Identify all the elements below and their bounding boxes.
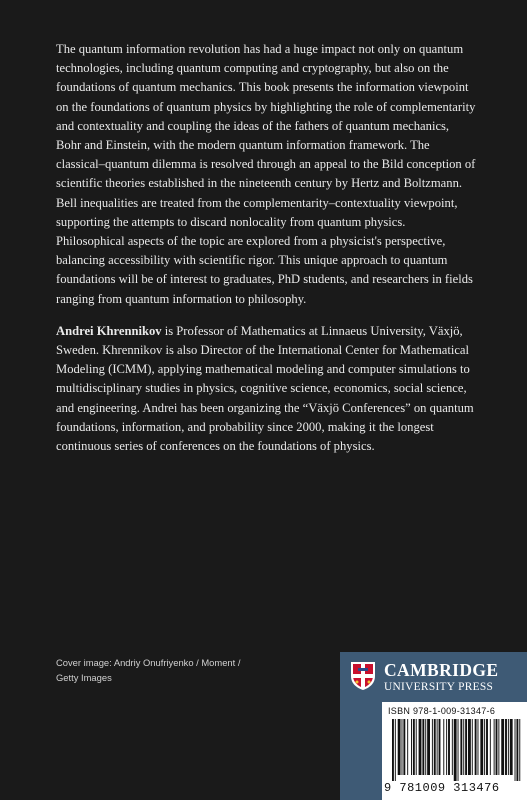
barcode-bar xyxy=(478,719,479,775)
barcode-bar xyxy=(419,719,422,775)
barcode-bar xyxy=(416,719,417,775)
barcode-bar xyxy=(480,719,483,775)
barcode-bar xyxy=(486,719,488,775)
back-cover-blurb xyxy=(56,40,476,456)
barcode-bar xyxy=(398,719,401,775)
barcode-bar xyxy=(490,719,491,775)
barcode-bar xyxy=(516,719,518,781)
barcode-bars xyxy=(390,719,522,781)
barcode-bar xyxy=(448,719,450,775)
barcode-bar xyxy=(505,719,507,775)
barcode-bar xyxy=(402,719,403,775)
barcode-bar xyxy=(434,719,436,775)
book-description: The quantum information revolution has had a huge impact not only on quantum technologies, including quantum computing and cryptography, but also on the foundations of quantum mechanics. This book presents the information viewpoint on the foundations of quantum physics by highlighting the role of complementarity and contextuality and coupling the ideas of the fathers of quantum mechanics, Bohr and Einstein, with the modern quantum information framework. The classical–quantum dilemma is resolved through an appeal to the Bild conception of scientific theories established in the nineteenth century by Hertz and Boltzmann. Bell inequalities are treated from the complementarity–contextuality viewpoint, supporting the attempts to discard nonlocality from quantum physics. Philosophical aspects of the topic are explored from a physicist's perspective, balancing accessibility with scientific rigor. This unique approach to quantum foundations will be of interest to graduates, PhD students, and researchers in fields ranging from quantum information to philosophy. xyxy=(56,42,476,306)
barcode-bar xyxy=(446,719,447,775)
barcode-bar xyxy=(395,719,396,781)
barcode-bar xyxy=(432,719,433,775)
barcode-bar xyxy=(458,719,459,781)
barcode-bar xyxy=(494,719,495,775)
barcode-bar xyxy=(501,719,504,775)
barcode-bar xyxy=(413,719,415,775)
barcode-digits: 9 781009 313476 xyxy=(384,781,500,795)
credit-line-1: Cover image: Andriy Onufriyenko / Moment / xyxy=(56,657,241,668)
barcode-bar xyxy=(519,719,520,781)
barcode-bar xyxy=(437,719,438,775)
barcode-box xyxy=(382,702,527,800)
cover-image-credit xyxy=(56,655,276,685)
author-bio xyxy=(56,322,476,456)
barcode-bar xyxy=(407,719,408,775)
author-bio-text: is Professor of Mathematics at Linnaeus University, Växjö, Sweden. Khrennikov is also Director of the International Center for Mathematical Modeling (ICMM), applying mathematical modeling and computer simulations to multidisciplinary studies in physics, cognitive science, economics, social science, and engineering. Andrei has been organizing the “Växjö Conferences” on quantum foundations, information, and probability since 2000, making it the longest continuous series of conferences on the foundations of physics. xyxy=(56,323,474,454)
barcode-bar xyxy=(484,719,485,775)
barcode-bar xyxy=(439,719,441,775)
barcode-bar xyxy=(422,719,424,775)
barcode-bar xyxy=(392,719,394,781)
author-name: Andrei Khrennikov xyxy=(56,323,162,338)
barcode-bar xyxy=(468,719,471,775)
barcode-bar xyxy=(475,719,477,775)
publisher-panel xyxy=(340,652,527,800)
barcode-bar xyxy=(498,719,499,775)
publisher-subname: UNIVERSITY PRESS xyxy=(384,681,494,693)
barcode-bar xyxy=(411,719,412,775)
barcode-bar xyxy=(403,719,405,775)
isbn-label: ISBN 978-1-009-31347-6 xyxy=(388,706,496,716)
barcode-bar xyxy=(510,719,513,775)
barcode-bar xyxy=(443,719,444,775)
credit-line-2: Getty Images xyxy=(56,672,112,683)
barcode-bar xyxy=(463,719,464,775)
barcode-bar xyxy=(496,719,498,775)
publisher-name: CAMBRIDGE xyxy=(384,660,499,680)
barcode-bar xyxy=(460,719,462,775)
barcode-bar xyxy=(465,719,467,775)
barcode-bar xyxy=(472,719,473,775)
barcode-bar xyxy=(454,719,457,781)
barcode-bar xyxy=(427,719,430,775)
barcode-bar xyxy=(508,719,509,775)
cambridge-crest-icon xyxy=(350,661,376,691)
barcode-bar xyxy=(515,719,516,781)
barcode-bar xyxy=(452,719,453,775)
barcode-bar xyxy=(425,719,426,775)
